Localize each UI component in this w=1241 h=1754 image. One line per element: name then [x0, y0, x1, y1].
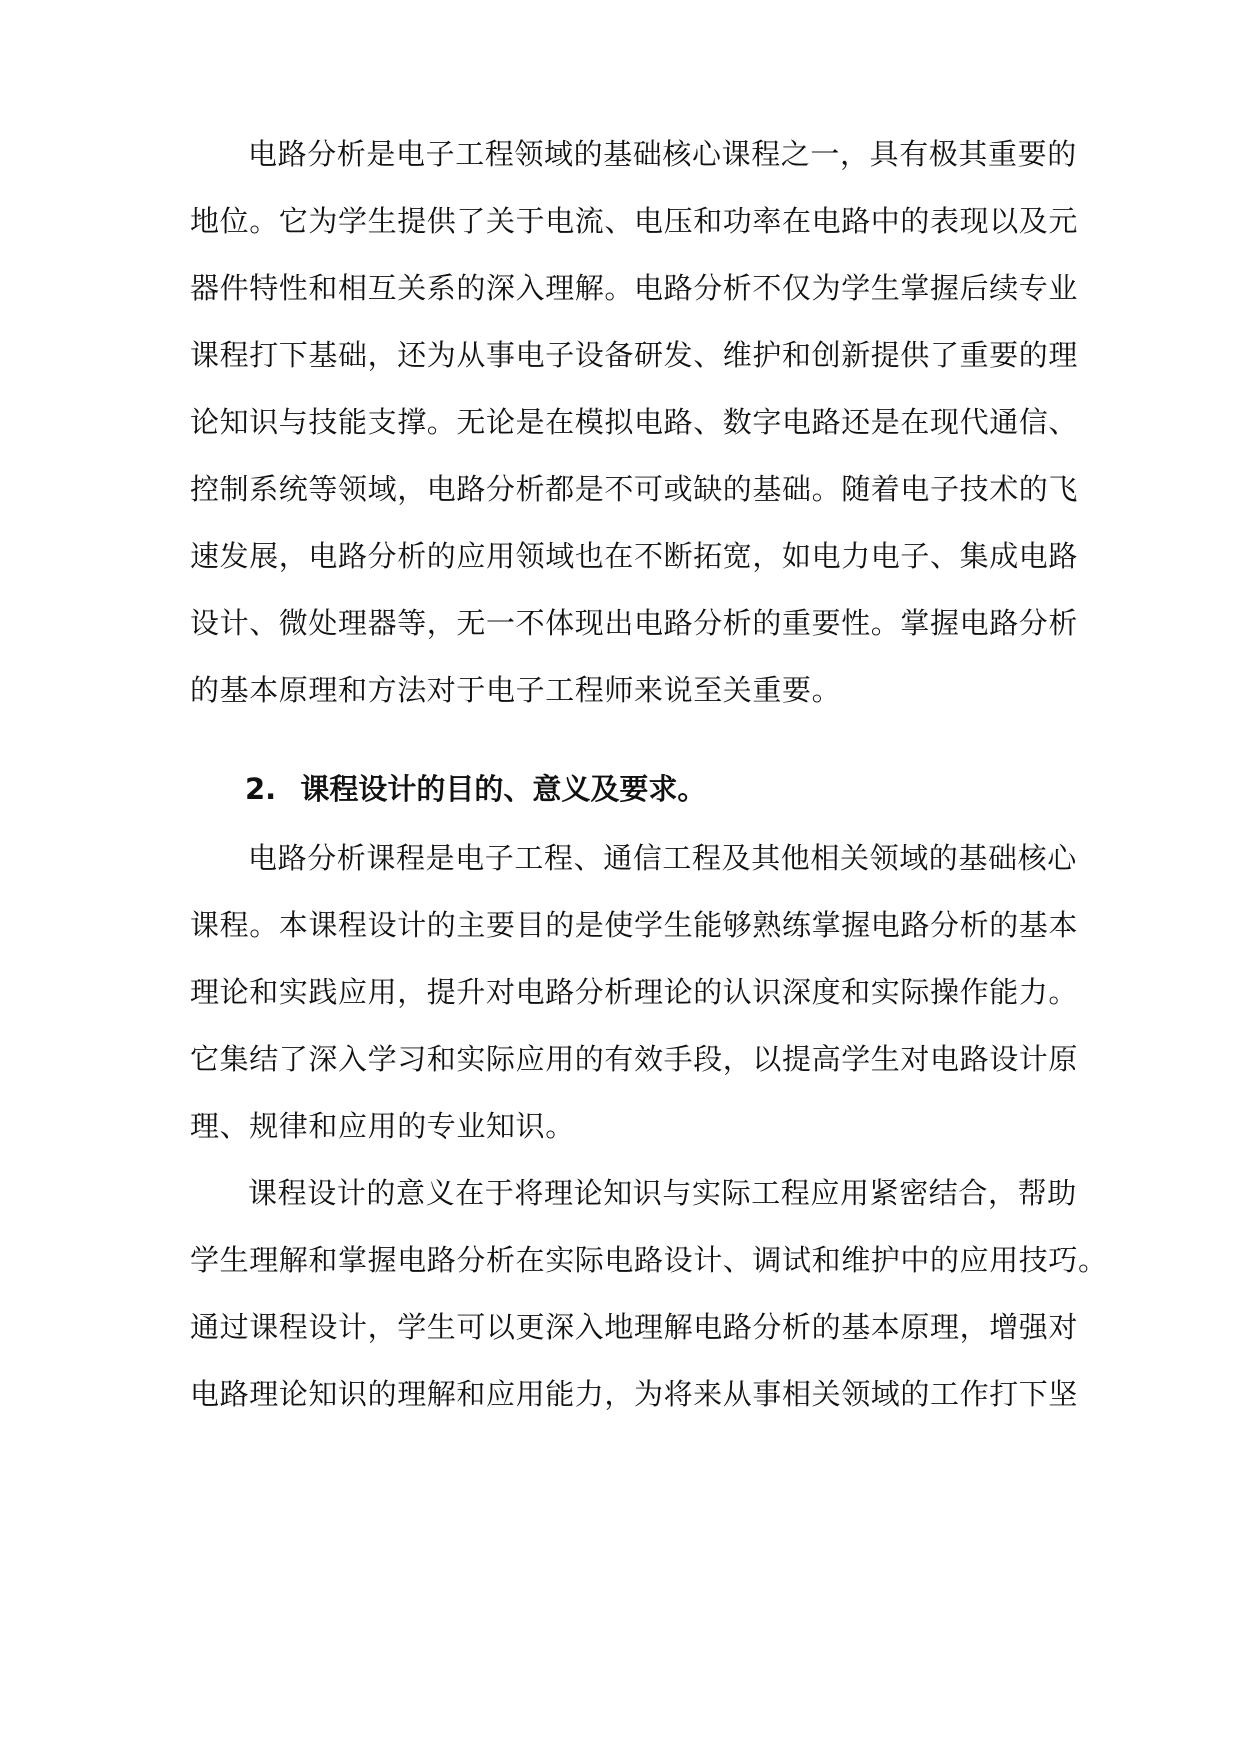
- paragraph-2-line-4: 它集结了深入学习和实际应用的有效手段，以提高学生对电路设计原: [190, 1042, 1079, 1076]
- paragraph-2-line-2: 课程。本课程设计的主要目的是使学生能够熟练掌握电路分析的基本: [190, 908, 1079, 942]
- paragraph-2-line-3: 理论和实践应用，提升对电路分析理论的认识深度和实际操作能力。: [190, 975, 1079, 1009]
- paragraph-3-line-3: 通过课程设计，学生可以更深入地理解电路分析的基本原理，增强对: [190, 1310, 1079, 1344]
- paragraph-1-line-6: 控制系统等领域，电路分析都是不可或缺的基础。随着电子技术的飞: [190, 472, 1079, 506]
- paragraph-1-line-1: 电路分析是电子工程领域的基础核心课程之一，具有极其重要的: [248, 137, 1077, 171]
- section-title: 课程设计的目的、意义及要求。: [300, 772, 707, 806]
- paragraph-1-line-4: 课程打下基础，还为从事电子设备研发、维护和创新提供了重要的理: [190, 338, 1079, 372]
- paragraph-1-line-3: 器件特性和相互关系的深入理解。电路分析不仅为学生掌握后续专业: [190, 271, 1079, 305]
- section-heading: [245, 769, 1045, 809]
- paragraph-1-line-9: 的基本原理和方法对于电子工程师来说至关重要。: [190, 673, 842, 707]
- paragraph-1-line-5: 论知识与技能支撑。无论是在模拟电路、数字电路还是在现代通信、: [190, 405, 1079, 439]
- paragraph-1-line-2: 地位。它为学生提供了关于电流、电压和功率在电路中的表现以及元: [190, 204, 1079, 238]
- section-number: 2.: [245, 772, 277, 806]
- paragraph-3-line-4: 电路理论知识的理解和应用能力，为将来从事相关领域的工作打下坚: [190, 1377, 1079, 1411]
- paragraph-2-line-5: 理、规律和应用的专业知识。: [190, 1109, 575, 1143]
- paragraph-1-line-8: 设计、微处理器等，无一不体现出电路分析的重要性。掌握电路分析: [190, 606, 1079, 640]
- paragraph-3-line-2: 学生理解和掌握电路分析在实际电路设计、调试和维护中的应用技巧。: [190, 1243, 1108, 1277]
- paragraph-3-line-1: 课程设计的意义在于将理论知识与实际工程应用紧密结合，帮助: [248, 1176, 1077, 1210]
- paragraph-1-line-7: 速发展，电路分析的应用领域也在不断拓宽，如电力电子、集成电路: [190, 539, 1079, 573]
- paragraph-2-line-1: 电路分析课程是电子工程、通信工程及其他相关领域的基础核心: [248, 841, 1077, 875]
